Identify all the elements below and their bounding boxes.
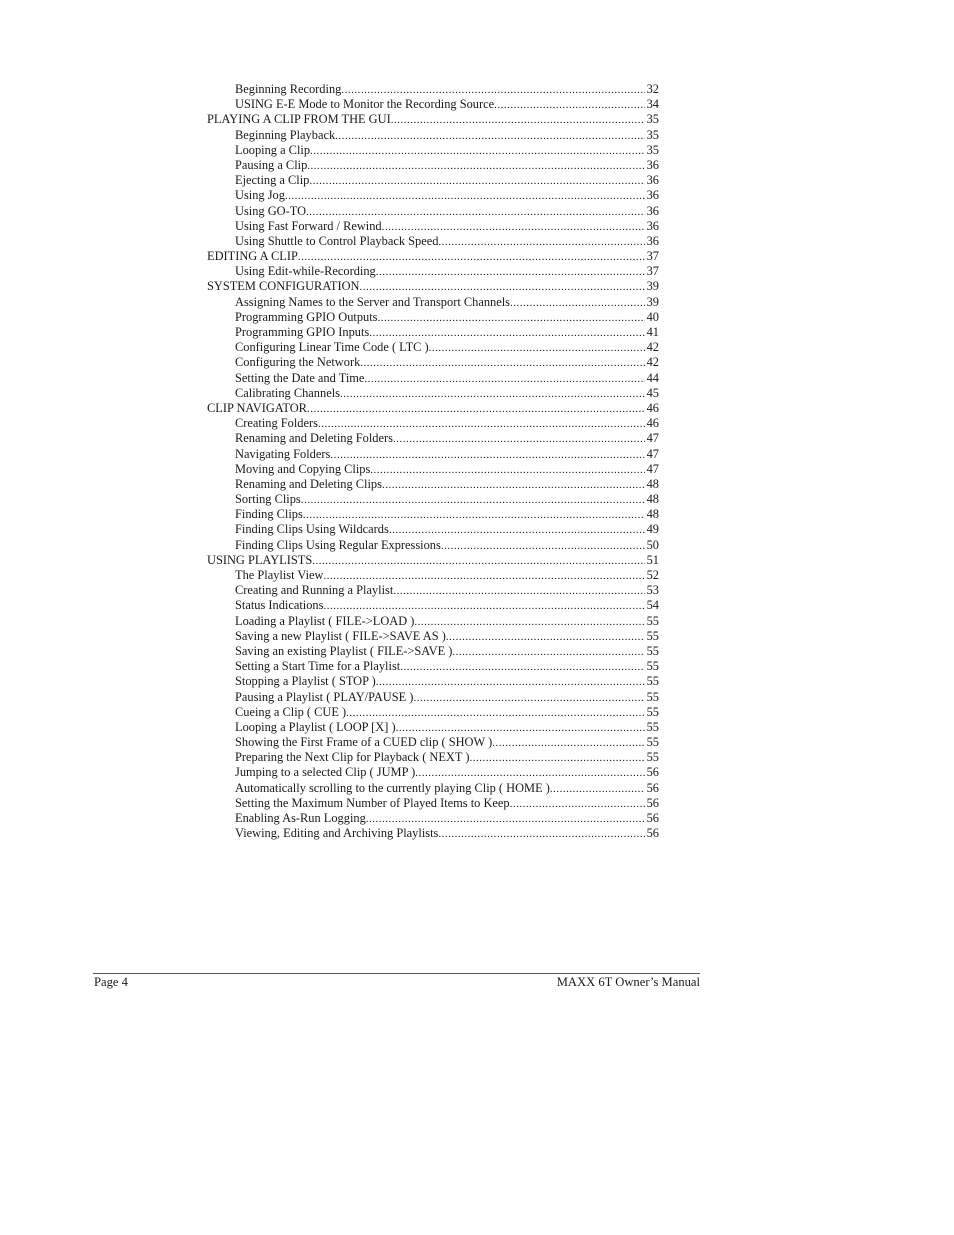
dot-leader: [364, 372, 644, 387]
toc-entry-page: 53: [646, 583, 659, 598]
toc-entry-label: Beginning Playback: [235, 127, 336, 142]
toc-subsection-entry: [207, 355, 659, 370]
dot-leader: [318, 417, 645, 432]
dot-leader: [438, 827, 644, 842]
dot-leader: [310, 144, 645, 159]
toc-subsection-entry: [207, 188, 659, 203]
toc-subsection-entry: [207, 447, 659, 462]
toc-entry-page: 47: [646, 446, 659, 461]
toc-entry-label: Beginning Recording: [235, 82, 342, 96]
toc-entry-label: Looping a Clip: [235, 142, 311, 157]
dot-leader: [285, 189, 645, 204]
toc-entry-label: Navigating Folders: [235, 446, 331, 461]
toc-entry-label: Assigning Names to the Server and Transport Channels: [235, 294, 510, 309]
toc-entry-page: 41: [646, 325, 659, 339]
dot-leader: [414, 615, 644, 630]
toc-subsection-entry: [207, 826, 659, 841]
toc-subsection-entry: [207, 431, 659, 446]
toc-entry-page: 48: [646, 507, 659, 522]
dot-leader: [335, 129, 644, 144]
toc-subsection-entry: [207, 340, 659, 355]
toc-entry-page: 40: [646, 309, 659, 324]
toc-entry-page: 50: [646, 537, 659, 552]
dot-leader: [382, 478, 645, 493]
toc-entry-label: Moving and Copying Clips: [235, 461, 371, 476]
toc-section-entry: [207, 401, 659, 416]
toc-entry-label: Using Shuttle to Control Playback Speed: [235, 233, 439, 248]
toc-entry-label: Using Edit-while-Recording: [235, 264, 376, 279]
toc-subsection-entry: [207, 310, 659, 325]
toc-entry-page: 36: [646, 188, 659, 203]
dot-leader: [393, 584, 644, 599]
toc-entry-page: 49: [646, 522, 659, 537]
toc-entry-page: 46: [646, 416, 659, 431]
dot-leader: [307, 159, 644, 174]
dot-leader: [307, 402, 645, 417]
toc-entry-label: Saving a new Playlist ( FILE->SAVE AS ): [235, 628, 446, 643]
dot-leader: [370, 463, 644, 478]
toc-subsection-entry: [207, 204, 659, 219]
toc-entry-page: 54: [646, 598, 659, 613]
toc-subsection-entry: [207, 386, 659, 401]
toc-entry-page: 56: [646, 765, 659, 780]
toc-subsection-entry: [207, 629, 659, 644]
toc-entry-page: 55: [646, 735, 659, 750]
toc-entry-label: Setting the Maximum Number of Played Items to Keep: [235, 795, 510, 810]
toc-entry-label: USING PLAYLISTS: [207, 552, 313, 567]
toc-entry-page: 35: [646, 142, 659, 157]
toc-entry-page: 39: [646, 294, 659, 309]
toc-subsection-entry: [207, 371, 659, 386]
toc-entry-page: 42: [646, 340, 659, 355]
dot-leader: [391, 113, 645, 128]
toc-subsection-entry: [207, 416, 659, 431]
toc-subsection-entry: [207, 614, 659, 629]
toc-entry-label: Saving an existing Playlist ( FILE->SAVE ): [235, 643, 453, 658]
toc-entry-label: Cueing a Clip ( CUE ): [235, 704, 347, 719]
toc-entry-label: Creating and Running a Playlist: [235, 583, 394, 598]
dot-leader: [389, 523, 645, 538]
toc-subsection-entry: [207, 538, 659, 553]
dot-leader: [400, 660, 644, 675]
toc-entry-label: SYSTEM CONFIGURATION: [207, 279, 360, 294]
toc-entry-page: 56: [646, 811, 659, 825]
toc-entry-label: Setting a Start Time for a Playlist: [235, 659, 401, 674]
dot-leader: [446, 630, 645, 645]
toc-subsection-entry: [207, 598, 659, 613]
toc-entry-label: Sorting Clips: [235, 492, 301, 507]
dot-leader: [366, 812, 645, 827]
toc-entry-page: 56: [646, 780, 659, 795]
dot-leader: [298, 250, 645, 265]
toc-entry-label: Programming GPIO Inputs: [235, 325, 370, 339]
toc-entry-label: Configuring Linear Time Code ( LTC ): [235, 340, 429, 355]
toc-entry-page: 46: [646, 400, 659, 415]
toc-subsection-entry: [207, 674, 659, 689]
toc-entry-page: 55: [646, 719, 659, 734]
toc-entry-page: 47: [646, 461, 659, 476]
toc-entry-page: 36: [646, 233, 659, 248]
toc-entry-label: Viewing, Editing and Archiving Playlists: [235, 826, 439, 841]
dot-leader: [376, 675, 645, 690]
toc-entry-label: Using Jog: [235, 188, 285, 203]
dot-leader: [415, 766, 644, 781]
page-number: Page 4: [94, 975, 128, 989]
dot-leader: [346, 706, 644, 721]
toc-entry-label: Configuring the Network: [235, 355, 361, 370]
toc-subsection-entry: [207, 143, 659, 158]
dot-leader: [369, 326, 644, 341]
toc-entry-label: Finding Clips: [235, 507, 303, 522]
toc-subsection-entry: [207, 811, 659, 826]
toc-entry-label: Renaming and Deleting Clips: [235, 476, 382, 491]
toc-entry-page: 55: [646, 750, 659, 765]
toc-entry-label: USING E-E Mode to Monitor the Recording Source: [235, 97, 495, 112]
toc-subsection-entry: [207, 128, 659, 143]
toc-entry-page: 34: [646, 97, 659, 112]
dot-leader: [494, 98, 644, 113]
toc-subsection-entry: [207, 765, 659, 780]
dot-leader: [469, 751, 644, 766]
dot-leader: [413, 691, 644, 706]
toc-entry-page: 37: [646, 249, 659, 264]
toc-entry-page: 36: [646, 203, 659, 218]
toc-entry-label: Jumping to a selected Clip ( JUMP ): [235, 765, 416, 780]
toc-entry-label: Creating Folders: [235, 416, 318, 431]
dot-leader: [330, 448, 644, 463]
toc-entry-page: 35: [646, 127, 659, 142]
dot-leader: [429, 341, 645, 356]
toc-entry-label: Pausing a Clip: [235, 157, 308, 172]
dot-leader: [396, 721, 645, 736]
toc-entry-label: Finding Clips Using Wildcards: [235, 522, 389, 537]
toc-entry-label: The Playlist View: [235, 568, 324, 582]
dot-leader: [510, 797, 645, 812]
toc-entry-page: 45: [646, 385, 659, 400]
toc-subsection-entry: [207, 735, 659, 750]
toc-entry-label: Calibrating Channels: [235, 385, 340, 400]
toc-entry-page: 35: [646, 112, 659, 127]
toc-entry-page: 44: [646, 370, 659, 385]
toc-subsection-entry: [207, 477, 659, 492]
toc-subsection-entry: [207, 644, 659, 659]
dot-leader: [550, 782, 645, 797]
toc-entry-label: Using GO-TO: [235, 203, 307, 218]
toc-subsection-entry: [207, 781, 659, 796]
toc-entry-page: 37: [646, 264, 659, 279]
toc-entry-page: 55: [646, 704, 659, 719]
toc-subsection-entry: [207, 82, 659, 97]
toc-subsection-entry: [207, 97, 659, 112]
toc-entry-page: 42: [646, 355, 659, 370]
toc-subsection-entry: [207, 219, 659, 234]
dot-leader: [360, 280, 645, 295]
toc-entry-label: Preparing the Next Clip for Playback ( NEXT ): [235, 750, 470, 765]
dot-leader: [452, 645, 644, 660]
toc-entry-page: 51: [646, 552, 659, 567]
toc-subsection-entry: [207, 659, 659, 674]
toc-subsection-entry: [207, 462, 659, 477]
toc-entry-label: Using Fast Forward / Rewind: [235, 218, 382, 233]
toc-entry-page: 55: [646, 613, 659, 628]
toc-section-entry: [207, 553, 659, 568]
toc-subsection-entry: [207, 750, 659, 765]
toc-entry-label: Finding Clips Using Regular Expressions: [235, 537, 441, 552]
toc-subsection-entry: [207, 507, 659, 522]
toc-subsection-entry: [207, 264, 659, 279]
toc-entry-page: 55: [646, 659, 659, 674]
dot-leader: [324, 569, 645, 584]
dot-leader: [438, 235, 644, 250]
toc-section-entry: [207, 112, 659, 127]
toc-entry-page: 32: [646, 82, 659, 96]
toc-subsection-entry: [207, 295, 659, 310]
toc-entry-label: Status Indications: [235, 598, 324, 613]
toc-entry-page: 56: [646, 795, 659, 810]
toc-entry-label: Stopping a Playlist ( STOP ): [235, 674, 376, 689]
toc-subsection-entry: [207, 173, 659, 188]
toc-entry-label: Looping a Playlist ( LOOP [X] ): [235, 719, 396, 734]
toc-entry-page: 56: [646, 826, 659, 841]
toc-entry-page: 55: [646, 674, 659, 689]
toc-subsection-entry: [207, 705, 659, 720]
dot-leader: [510, 296, 645, 311]
dot-leader: [441, 539, 645, 554]
toc-entry-label: CLIP NAVIGATOR: [207, 400, 307, 415]
toc-entry-page: 39: [646, 279, 659, 294]
toc-subsection-entry: [207, 492, 659, 507]
toc-entry-label: Automatically scrolling to the currently playing Clip ( HOME ): [235, 780, 550, 795]
toc-subsection-entry: [207, 796, 659, 811]
toc-entry-label: EDITING A CLIP: [207, 249, 298, 264]
dot-leader: [306, 205, 645, 220]
toc-entry-label: Pausing a Playlist ( PLAY/PAUSE ): [235, 689, 414, 704]
toc-entry-page: 55: [646, 643, 659, 658]
dot-leader: [492, 736, 644, 751]
toc-subsection-entry: [207, 522, 659, 537]
dot-leader: [323, 599, 644, 614]
toc-entry-label: PLAYING A CLIP FROM THE GUI: [207, 112, 391, 127]
toc-entry-page: 52: [646, 568, 659, 582]
dot-leader: [378, 311, 645, 326]
dot-leader: [376, 265, 645, 280]
toc-entry-label: Setting the Date and Time: [235, 370, 365, 385]
toc-entry-label: Loading a Playlist ( FILE->LOAD ): [235, 613, 415, 628]
toc-entry-page: 36: [646, 173, 659, 188]
dot-leader: [382, 220, 645, 235]
footer-divider: [93, 973, 700, 974]
dot-leader: [312, 554, 644, 569]
toc-entry-label: Ejecting a Clip: [235, 173, 310, 188]
toc-section-entry: [207, 249, 659, 264]
table-of-contents: [207, 82, 659, 841]
toc-subsection-entry: [207, 234, 659, 249]
toc-subsection-entry: [207, 720, 659, 735]
dot-leader: [303, 508, 645, 523]
toc-subsection-entry: [207, 568, 659, 583]
toc-entry-label: Enabling As-Run Logging: [235, 811, 366, 825]
dot-leader: [360, 356, 644, 371]
toc-entry-page: 47: [646, 431, 659, 446]
toc-entry-page: 48: [646, 492, 659, 507]
toc-entry-page: 48: [646, 476, 659, 491]
toc-entry-label: Programming GPIO Outputs: [235, 309, 378, 324]
toc-subsection-entry: [207, 325, 659, 340]
dot-leader: [341, 83, 644, 98]
toc-entry-page: 36: [646, 218, 659, 233]
dot-leader: [309, 174, 644, 189]
dot-leader: [340, 387, 645, 402]
manual-title: MAXX 6T Owner’s Manual: [556, 975, 700, 989]
dot-leader: [393, 432, 645, 447]
toc-entry-label: Renaming and Deleting Folders: [235, 431, 393, 446]
toc-entry-page: 55: [646, 689, 659, 704]
toc-entry-page: 55: [646, 628, 659, 643]
dot-leader: [301, 493, 645, 508]
toc-entry-page: 36: [646, 157, 659, 172]
toc-section-entry: [207, 279, 659, 294]
toc-subsection-entry: [207, 690, 659, 705]
toc-subsection-entry: [207, 583, 659, 598]
toc-subsection-entry: [207, 158, 659, 173]
toc-entry-label: Showing the First Frame of a CUED clip ( SHOW ): [235, 735, 493, 750]
